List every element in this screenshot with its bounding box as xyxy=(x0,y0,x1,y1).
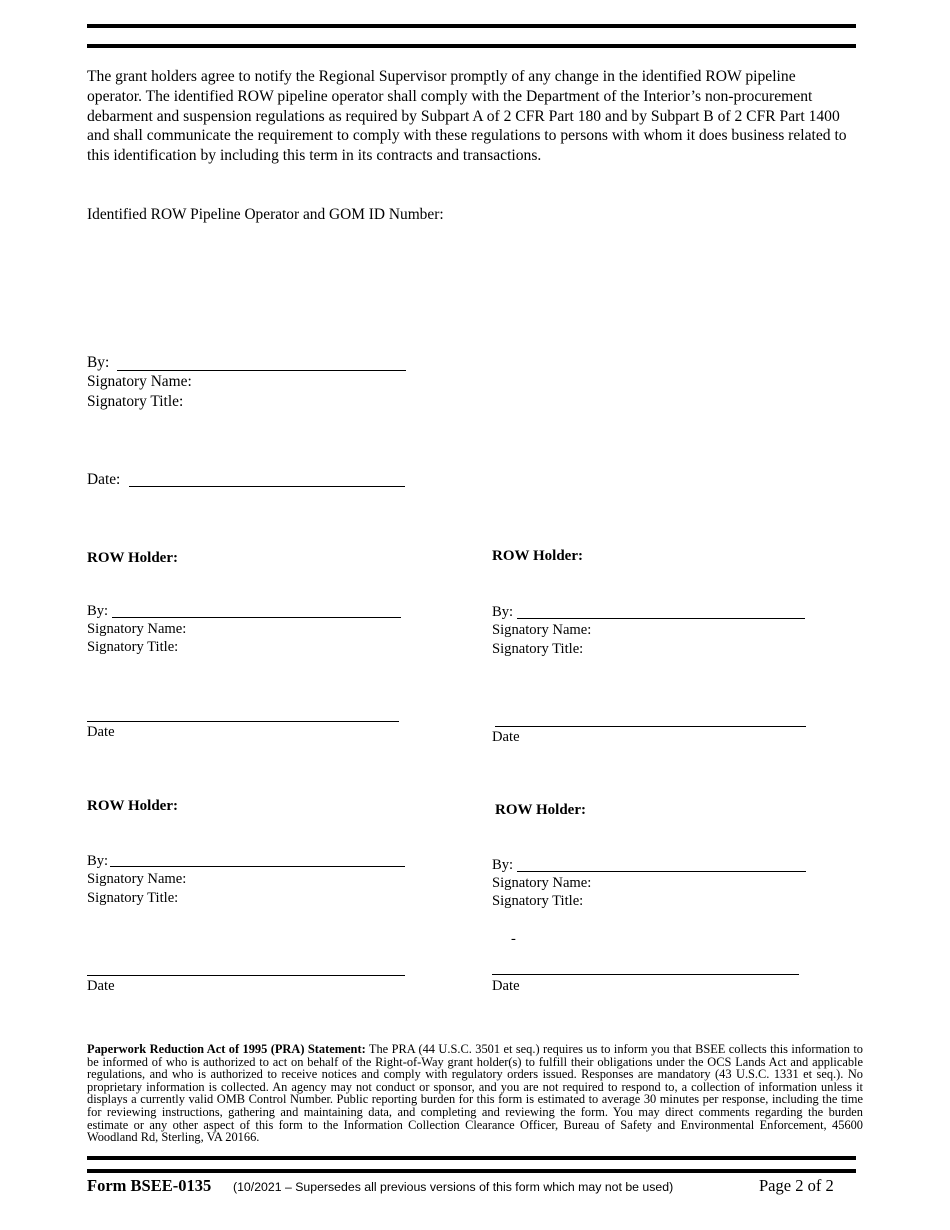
operator-id-label: Identified ROW Pipeline Operator and GOM ID Number: xyxy=(87,206,444,223)
row-holder-2-date-label: Date xyxy=(492,729,520,745)
bottom-rule-first xyxy=(87,1156,856,1160)
row-holder-1-signatory-name-label: Signatory Name: xyxy=(87,621,187,637)
row-holder-1-date-label: Date xyxy=(87,724,115,740)
page-number: Page 2 of 2 xyxy=(759,1176,834,1195)
row-holder-3-signatory-title-label: Signatory Title: xyxy=(87,890,179,906)
form-version-note: (10/2021 – Supersedes all previous versions of this form which may not be used) xyxy=(233,1180,674,1194)
row-holder-2-signatory-title-label: Signatory Title: xyxy=(492,641,584,657)
row-holder-4-date-label: Date xyxy=(492,978,520,994)
row-holder-2-by-line[interactable] xyxy=(517,618,805,619)
row-holder-2-by-label: By: xyxy=(492,604,514,620)
row-holder-3-by-label: By: xyxy=(87,853,109,869)
row-holder-1-by-label: By: xyxy=(87,603,109,619)
row-holder-4-by-label: By: xyxy=(492,857,514,873)
operator-date-line[interactable] xyxy=(129,486,405,487)
row-holder-2-signatory-name-label: Signatory Name: xyxy=(492,622,592,638)
operator-by-line[interactable] xyxy=(117,370,406,371)
form-id: Form BSEE-0135 xyxy=(87,1176,212,1195)
row-holder-3-by-line[interactable] xyxy=(110,866,405,867)
pra-statement xyxy=(87,1043,863,1144)
bottom-rule-second xyxy=(87,1169,856,1173)
row-holder-4-stray-mark: - xyxy=(511,931,516,947)
row-holder-4-by-line[interactable] xyxy=(517,871,806,872)
top-rule-thick xyxy=(87,24,856,28)
row-holder-3-date-label: Date xyxy=(87,978,115,994)
row-holder-3-signatory-name-label: Signatory Name: xyxy=(87,871,187,887)
pra-statement-body: The PRA (44 U.S.C. 3501 et seq.) requires us to inform you that BSEE collects this information to be informed of who is authorized to act on behalf of the Right-of-Way grant holder(s) to fulfill their obligations under the OCS Lands Act and applicable regulations, and who is authorized to receive notices and comply with regulatory orders issued. Responses are mandatory (43 U.S.C. 1331 et seq.). No proprietary information is collected. An agency may not conduct or sponsor, and you are not required to respond to, a collection of information unless it displays a currently valid OMB Control Number. Public reporting burden for this form is estimated to average 30 minutes per response, including the time for reviewing instructions, gathering and maintaining data, and completing and reviewing the form. You may direct comments regarding the burden estimate or any other aspect of this form to the Information Collection Clearance Officer, Bureau of Safety and Environmental Enforcement, 45600 Woodland Rd, Sterling, VA 20166. xyxy=(87,1042,863,1145)
intro-paragraph: The grant holders agree to notify the Regional Supervisor promptly of any change in the identified ROW pipeline operator. The identified ROW pipeline operator shall comply with the Department of the Interior’s non-procurement debarment and suspension regulations as required by Subpart A of 2 CFR Part 180 and by Subpart B of 2 CFR Part 1400 and shall communicate the requirement to comply with these regulations to persons with whom it does business related to this identification by including this term in its contracts and transactions. xyxy=(87,68,847,165)
row-holder-3-date-line[interactable] xyxy=(87,975,405,976)
row-holder-1-by-line[interactable] xyxy=(112,617,401,618)
row-holder-4-signatory-title-label: Signatory Title: xyxy=(492,893,584,909)
row-holder-1-signatory-title-label: Signatory Title: xyxy=(87,639,179,655)
row-holder-4-date-line[interactable] xyxy=(492,974,799,975)
row-holder-4-header: ROW Holder: xyxy=(495,802,586,818)
pra-statement-title: Paperwork Reduction Act of 1995 (PRA) Statement: xyxy=(87,1042,366,1056)
row-holder-1-header: ROW Holder: xyxy=(87,550,178,566)
operator-signatory-name-label: Signatory Name: xyxy=(87,373,192,390)
row-holder-2-date-line[interactable] xyxy=(495,726,806,727)
operator-by-label: By: xyxy=(87,354,110,371)
row-holder-1-date-line[interactable] xyxy=(87,721,399,722)
operator-date-label: Date: xyxy=(87,471,121,488)
row-holder-4-signatory-name-label: Signatory Name: xyxy=(492,875,592,891)
row-holder-2-header: ROW Holder: xyxy=(492,548,583,564)
top-rule-second xyxy=(87,44,856,48)
operator-signatory-title-label: Signatory Title: xyxy=(87,393,184,410)
row-holder-3-header: ROW Holder: xyxy=(87,798,178,814)
